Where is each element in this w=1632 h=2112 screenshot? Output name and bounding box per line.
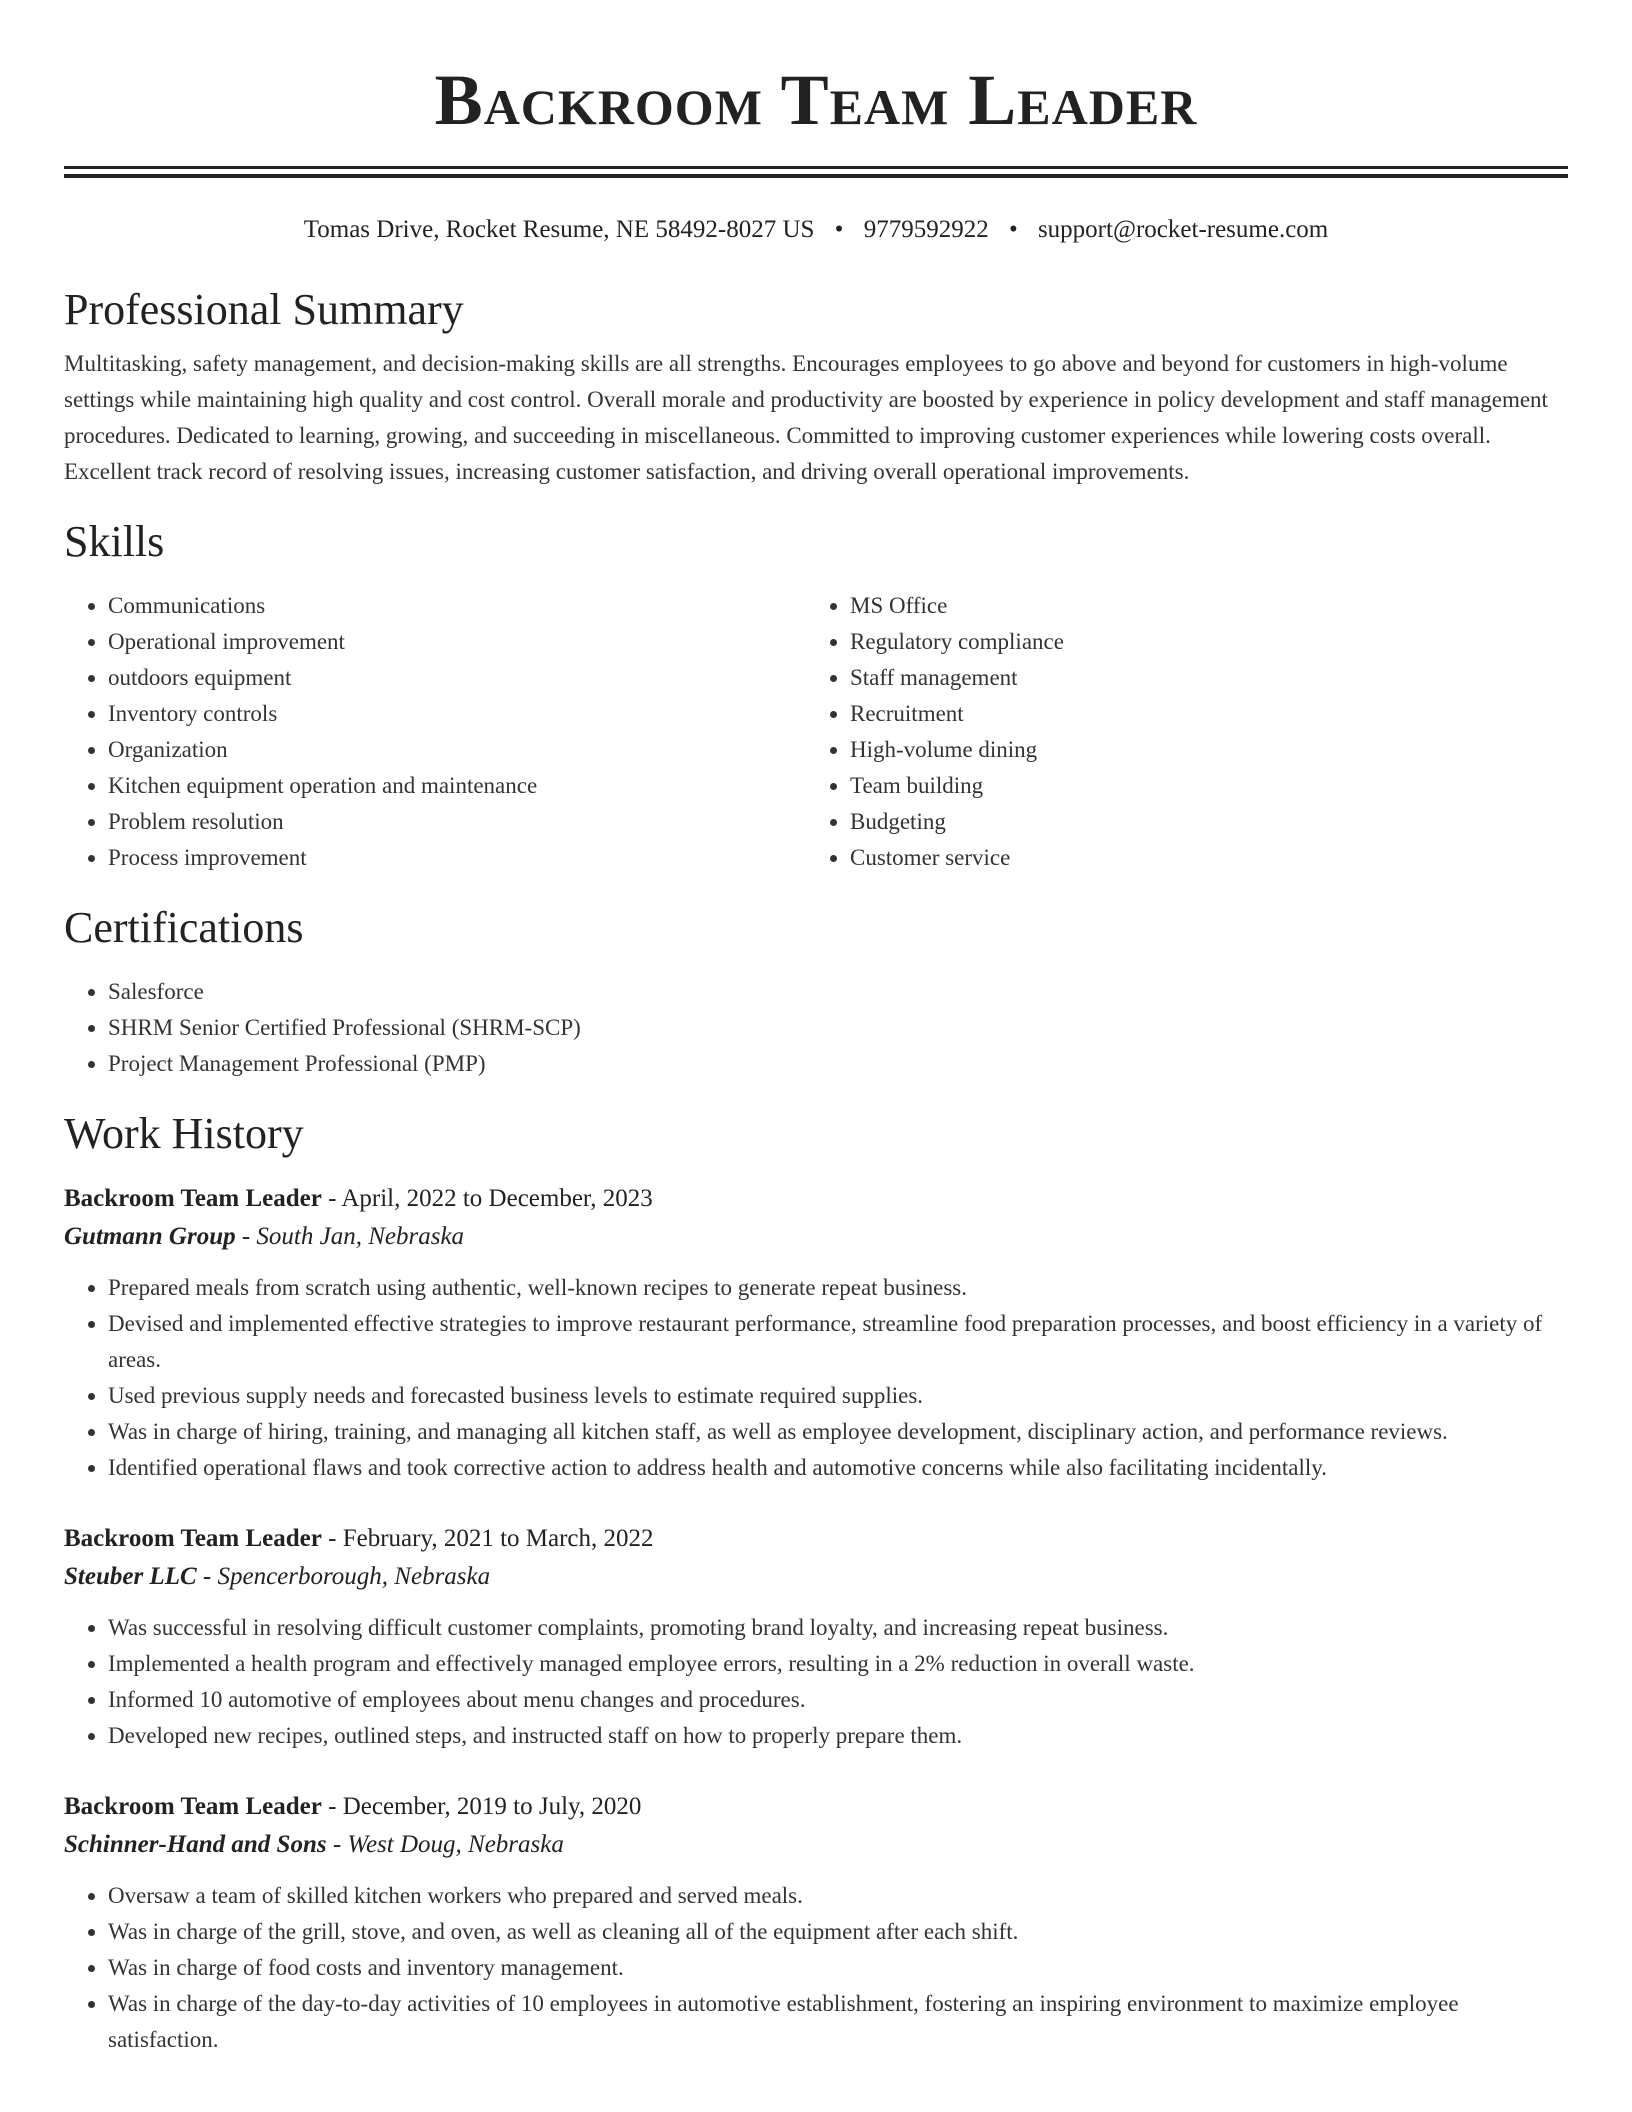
contact-phone: 9779592922 [863, 216, 989, 243]
job-bullet: • Was in charge of food costs and inventory management. [108, 1950, 1568, 1986]
skill-item: • Inventory controls [108, 696, 806, 732]
contact-separator: • [834, 216, 844, 243]
job-bullets [64, 1878, 1568, 2058]
job-bullet: • Was successful in resolving difficult customer complaints, promoting brand loyalty, and increasing repeat business. [108, 1610, 1568, 1646]
skill-item: • Problem resolution [108, 804, 806, 840]
job-bullet: • Implemented a health program and effectively managed employee errors, resulting in a 2% reduction in overall waste. [108, 1646, 1568, 1682]
summary-heading: Professional Summary [64, 285, 464, 334]
job-bullet: • Used previous supply needs and forecasted business levels to estimate required supplies. [108, 1378, 1568, 1414]
job-title: Backroom Team Leader [64, 1793, 322, 1820]
contact-separator: • [1008, 216, 1018, 243]
skills-heading: Skills [64, 517, 165, 566]
job-company-line [64, 1218, 1568, 1256]
job-dates: - December, 2019 to July, 2020 [321, 1793, 642, 1820]
skill-item: • Communications [108, 588, 806, 624]
job-dates: - April, 2022 to December, 2023 [321, 1185, 653, 1212]
skill-item: • Team building [850, 768, 1548, 804]
skill-item: • Staff management [850, 660, 1548, 696]
skill-item: • Regulatory compliance [850, 624, 1548, 660]
job-company-line [64, 1558, 1568, 1596]
skill-item: • High-volume dining [850, 732, 1548, 768]
job-dates: - February, 2021 to March, 2022 [321, 1525, 654, 1552]
job-entry [64, 1520, 1568, 1754]
job-bullet: • Oversaw a team of skilled kitchen workers who prepared and served meals. [108, 1878, 1568, 1914]
job-entry [64, 1788, 1568, 2058]
skills-column-left [64, 588, 806, 876]
skills-column-right [806, 588, 1548, 876]
certifications-heading: Certifications [64, 903, 304, 952]
job-location: - Spencerborough, Nebraska [196, 1563, 491, 1590]
job-bullet: • Devised and implemented effective strategies to improve restaurant performance, streamline food preparation processes, and boost efficiency in a variety of areas. [108, 1306, 1568, 1378]
header-divider-bottom [64, 174, 1568, 178]
job-location: - West Doug, Nebraska [326, 1831, 564, 1858]
skill-item: • Operational improvement [108, 624, 806, 660]
job-bullet: • Was in charge of the day-to-day activities of 10 employees in automotive establishment, fostering an inspiring environment to maximize employee satisfaction. [108, 1986, 1568, 2058]
skill-item: • Recruitment [850, 696, 1548, 732]
skill-item: • Organization [108, 732, 806, 768]
job-bullet: • Developed new recipes, outlined steps, and instructed staff on how to properly prepare them. [108, 1718, 1568, 1754]
job-bullet: • Was in charge of hiring, training, and managing all kitchen staff, as well as employee development, disciplinary action, and performance reviews. [108, 1414, 1568, 1450]
job-bullet: • Prepared meals from scratch using authentic, well-known recipes to generate repeat business. [108, 1270, 1568, 1306]
skill-item: • outdoors equipment [108, 660, 806, 696]
job-title-line [64, 1788, 1568, 1826]
skill-item: • Customer service [850, 840, 1548, 876]
job-bullets [64, 1610, 1568, 1754]
job-location: - South Jan, Nebraska [235, 1223, 465, 1250]
certification-item: • Salesforce [108, 974, 1568, 1010]
resume-page [64, 0, 1568, 2058]
job-bullet: • Was in charge of the grill, stove, and oven, as well as cleaning all of the equipment after each shift. [108, 1914, 1568, 1950]
job-company: Gutmann Group [64, 1223, 236, 1250]
skills-list [64, 588, 1568, 876]
summary-text: Multitasking, safety management, and decision-making skills are all strengths. Encourages employees to go above and beyond for customers in high-volume settings while maintaining high quality and cost control. Overall morale and productivity are boosted by experience in policy development and staff management procedures. Dedicated to learning, growing, and succeeding in miscellaneous. Committed to improving customer experiences while lowering costs overall. Excellent track record of resolving issues, increasing customer satisfaction, and driving overall operational improvements. [64, 351, 1548, 484]
job-entry [64, 1180, 1568, 1486]
job-title-line [64, 1180, 1568, 1218]
job-company-line [64, 1826, 1568, 1864]
job-company: Steuber LLC [64, 1563, 197, 1590]
certification-item: • SHRM Senior Certified Professional (SHRM-SCP) [108, 1010, 1568, 1046]
job-company: Schinner-Hand and Sons [64, 1831, 327, 1858]
job-title: Backroom Team Leader [64, 1185, 322, 1212]
job-bullet: • Informed 10 automotive of employees about menu changes and procedures. [108, 1682, 1568, 1718]
work-history-heading: Work History [64, 1109, 304, 1158]
skill-item: • MS Office [850, 588, 1548, 624]
contact-email: support@rocket-resume.com [1037, 216, 1329, 243]
contact-address: Tomas Drive, Rocket Resume, NE 58492-8027 US [303, 216, 815, 243]
skill-item: • Process improvement [108, 840, 806, 876]
certifications-list [64, 974, 1568, 1082]
contact-line [64, 214, 1568, 246]
job-bullets [64, 1270, 1568, 1486]
skill-item: • Budgeting [850, 804, 1548, 840]
job-title-line [64, 1520, 1568, 1558]
resume-name: Backroom Team Leader [434, 60, 1198, 140]
job-title: Backroom Team Leader [64, 1525, 322, 1552]
certification-item: • Project Management Professional (PMP) [108, 1046, 1568, 1082]
skill-item: • Kitchen equipment operation and maintenance [108, 768, 806, 804]
job-bullet: • Identified operational flaws and took corrective action to address health and automotive concerns while also facilitating incidentally. [108, 1450, 1568, 1486]
